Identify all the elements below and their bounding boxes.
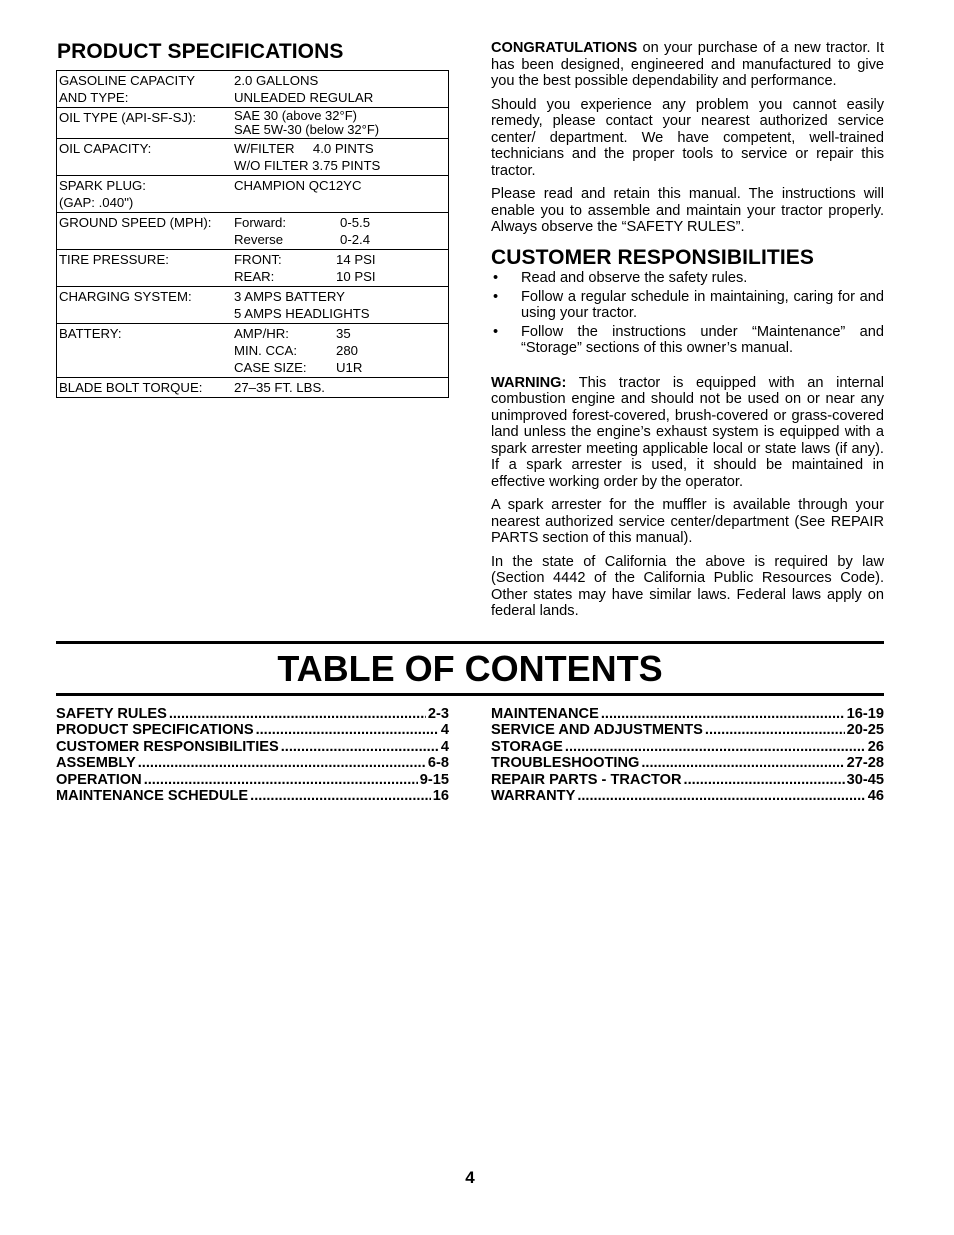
list-item — [491, 324, 884, 357]
spec-value — [234, 109, 446, 137]
congratulations-lead: CONGRATULATIONS — [491, 40, 638, 56]
spec-row — [57, 286, 448, 323]
toc-leader-dots — [169, 706, 426, 722]
toc-right-column — [491, 706, 884, 804]
toc-entry-title: ASSEMBLY — [56, 755, 136, 772]
specifications-table — [56, 70, 449, 398]
spec-label — [59, 177, 234, 211]
spec-pair — [234, 214, 446, 231]
toc-entry-page: 46 — [867, 788, 884, 805]
spec-label-line: GASOLINE CAPACITY — [59, 73, 196, 88]
toc-entry-page: 4 — [440, 722, 449, 739]
spec-pair-key: AMP/HR: — [234, 326, 289, 341]
toc-entry-page: 16-19 — [846, 706, 884, 722]
spec-value-line: W/FILTER 4.0 PINTS — [234, 141, 374, 156]
toc-entry-page: 9-15 — [419, 771, 449, 788]
warning-text: This tractor is equipped with an internal combustion engine and should not be used on or near any unimproved forest-covered, brush-covered or grass-covered land unless the engine’s exhaust system is equipped with a spark arrester meeting applicable local or state laws (if any). If a spark arrester is used, it should be maintained in effective working order by the operator. — [491, 374, 884, 490]
spec-row — [57, 212, 448, 249]
toc-entry-title: SAFETY RULES — [56, 706, 167, 722]
toc-entry[interactable] — [56, 706, 449, 722]
toc-title: TABLE OF CONTENTS — [277, 648, 663, 689]
toc-entry-title: MAINTENANCE SCHEDULE — [56, 788, 249, 805]
service-paragraph: Should you experience any problem you cannot easily remedy, please contact your nearest authorized service center/ department. We have competent, well-trained technicians and the proper tools to service or repair this tractor. — [491, 96, 884, 179]
spec-pair-value: 0-5.5 — [340, 215, 371, 230]
spec-value-line: 2.0 GALLONS — [234, 73, 319, 88]
page-number: 4 — [465, 1168, 475, 1187]
spec-label — [59, 325, 234, 376]
spec-pair-value: 14 PSI — [336, 252, 376, 267]
toc-entry-page: 6-8 — [427, 755, 449, 772]
toc-entry-title: TROUBLESHOOTING — [491, 755, 640, 772]
toc-entry-page: 16 — [432, 788, 449, 805]
spec-label — [59, 72, 234, 106]
toc-entry[interactable] — [56, 722, 449, 738]
toc-entry-title: OPERATION — [56, 771, 142, 788]
toc-entry-title: PRODUCT SPECIFICATIONS — [56, 722, 254, 739]
toc-leader-dots — [705, 722, 845, 738]
spec-row — [57, 377, 448, 397]
spec-pair — [234, 251, 446, 268]
toc-leader-dots — [138, 755, 426, 771]
spec-pair-value: 280 — [336, 343, 359, 358]
spec-label-line: GROUND SPEED (MPH): — [59, 215, 212, 230]
toc-entry[interactable] — [491, 739, 884, 755]
toc-entry[interactable] — [491, 772, 884, 788]
spec-row — [57, 138, 448, 175]
spec-label-line: BLADE BOLT TORQUE: — [59, 380, 203, 395]
spec-pair-key: Reverse — [234, 232, 284, 247]
customer-responsibilities-heading: CUSTOMER RESPONSIBILITIES — [491, 245, 814, 269]
toc-entry[interactable] — [56, 788, 449, 804]
toc-leader-dots — [565, 739, 866, 755]
toc-leader-dots — [250, 788, 431, 804]
spec-label — [59, 251, 234, 285]
spec-pair-key: FRONT: — [234, 252, 282, 267]
spec-pair-key: CASE SIZE: — [234, 360, 307, 375]
spec-value — [234, 325, 446, 376]
toc-left-column — [56, 706, 449, 804]
toc-entry-title: REPAIR PARTS - TRACTOR — [491, 771, 682, 788]
warning-lead: WARNING: — [491, 374, 567, 391]
toc-entry-page: 30-45 — [846, 771, 884, 788]
spec-row — [57, 175, 448, 212]
spec-pair-key: Forward: — [234, 215, 287, 230]
toc-entry[interactable] — [491, 722, 884, 738]
spec-row — [57, 249, 448, 286]
spec-pair-value: 35 — [336, 326, 351, 341]
spec-value — [234, 214, 446, 248]
bullet: • — [493, 323, 499, 340]
spec-pair — [234, 231, 446, 248]
spec-value — [234, 251, 446, 285]
spec-value — [234, 379, 446, 396]
spec-row — [57, 107, 448, 138]
spark-arrester-paragraph: A spark arrester for the muffler is available through your nearest authorized service center/department (See REPAIR PARTS section of this manual). — [491, 497, 884, 546]
spec-label-line: TIRE PRESSURE: — [59, 252, 169, 267]
list-item-text: Follow the instructions under “Maintenance” and “Storage” sections of this owner’s manual. — [521, 323, 884, 356]
spec-value — [234, 72, 446, 106]
manual-paragraph: Please read and retain this manual. The instructions will enable you to assemble and maintain your tractor properly. Always observe the “SAFETY RULES”. — [491, 186, 884, 235]
spec-value — [234, 140, 446, 174]
spec-pair — [234, 325, 446, 342]
toc-entry-page: 26 — [867, 738, 884, 755]
list-item-text: Read and observe the safety rules. — [521, 270, 748, 286]
list-item — [491, 289, 884, 322]
toc-entry-page: 4 — [440, 738, 449, 755]
toc-leader-dots — [684, 772, 845, 788]
toc-entry-title: MAINTENANCE — [491, 706, 599, 722]
spec-label-line: AND TYPE: — [59, 90, 129, 105]
spec-row — [57, 71, 448, 107]
toc-entry[interactable] — [491, 706, 884, 722]
spec-pair-key: MIN. CCA: — [234, 343, 298, 358]
spec-label-line: BATTERY: — [59, 326, 122, 341]
toc-entry-title: WARRANTY — [491, 788, 576, 805]
spec-value-line: 27–35 FT. LBS. — [234, 380, 325, 395]
spec-label — [59, 109, 234, 137]
spec-label — [59, 140, 234, 174]
toc-entry-title: STORAGE — [491, 738, 563, 755]
toc-leader-dots — [641, 755, 844, 771]
congratulations-text: on your purchase of a new tractor. It has been designed, engineered and manufactured to give you the best possible dependability and performance. — [491, 40, 884, 89]
spec-value — [234, 177, 446, 211]
spec-pair — [234, 268, 446, 285]
responsibilities-list — [491, 270, 884, 357]
toc-leader-dots — [601, 706, 845, 722]
toc-top-rule — [56, 641, 884, 644]
spec-value — [234, 288, 446, 322]
congratulations-paragraph — [491, 40, 884, 90]
toc-entry-page: 27-28 — [846, 755, 884, 772]
intro-column — [491, 40, 884, 627]
spec-value-line: UNLEADED REGULAR — [234, 90, 374, 105]
toc-leader-dots — [144, 772, 418, 788]
spec-label-line: OIL CAPACITY: — [59, 141, 152, 156]
toc-leader-dots — [281, 739, 439, 755]
toc-leader-dots — [577, 788, 865, 804]
spec-pair-key: REAR: — [234, 269, 275, 284]
spec-label-line: OIL TYPE (API-SF-SJ): — [59, 110, 197, 125]
toc-entry-page: 2-3 — [427, 706, 449, 722]
spec-label — [59, 288, 234, 322]
toc-bottom-rule — [56, 693, 884, 696]
spec-label — [59, 379, 234, 396]
bullet: • — [493, 270, 499, 286]
toc-entry[interactable] — [56, 755, 449, 771]
spec-pair — [234, 342, 446, 359]
spec-value-line: SAE 5W-30 (below 32°F) — [234, 122, 380, 137]
spec-pair — [234, 359, 446, 376]
california-law-paragraph: In the state of California the above is required by law (Section 4442 of the California Public Resources Code). Other states may have similar laws. Federal laws apply on federal lands. — [491, 553, 884, 619]
product-specifications-heading: PRODUCT SPECIFICATIONS — [57, 40, 344, 63]
spec-label-line: (GAP: .040") — [59, 195, 134, 210]
toc-entry[interactable] — [56, 739, 449, 755]
toc-entry[interactable] — [491, 788, 884, 804]
bullet: • — [493, 288, 499, 305]
spec-label-line: SPARK PLUG: — [59, 178, 146, 193]
toc-entry[interactable] — [56, 772, 449, 788]
toc-entry-title: SERVICE AND ADJUSTMENTS — [491, 722, 703, 739]
spec-value-line: 5 AMPS HEADLIGHTS — [234, 306, 370, 321]
toc-entry-page: 20-25 — [846, 722, 884, 739]
toc-leader-dots — [256, 722, 439, 738]
toc-entry[interactable] — [491, 755, 884, 771]
toc-entry-title: CUSTOMER RESPONSIBILITIES — [56, 738, 279, 755]
list-item — [491, 270, 884, 287]
spec-row — [57, 323, 448, 377]
spec-label — [59, 214, 234, 248]
spec-label-line: CHARGING SYSTEM: — [59, 289, 192, 304]
spec-pair-value: U1R — [336, 360, 363, 375]
spec-pair-value: 0-2.4 — [340, 232, 371, 247]
spec-value-line: W/O FILTER 3.75 PINTS — [234, 158, 381, 173]
spec-value-line: CHAMPION QC12YC — [234, 178, 362, 193]
list-item-text: Follow a regular schedule in maintaining, caring for and using your tractor. — [521, 288, 884, 321]
spec-pair-value: 10 PSI — [336, 269, 376, 284]
warning-paragraph — [491, 375, 884, 491]
spec-value-line: SAE 30 (above 32°F) — [234, 108, 357, 123]
spec-value-line: 3 AMPS BATTERY — [234, 289, 345, 304]
